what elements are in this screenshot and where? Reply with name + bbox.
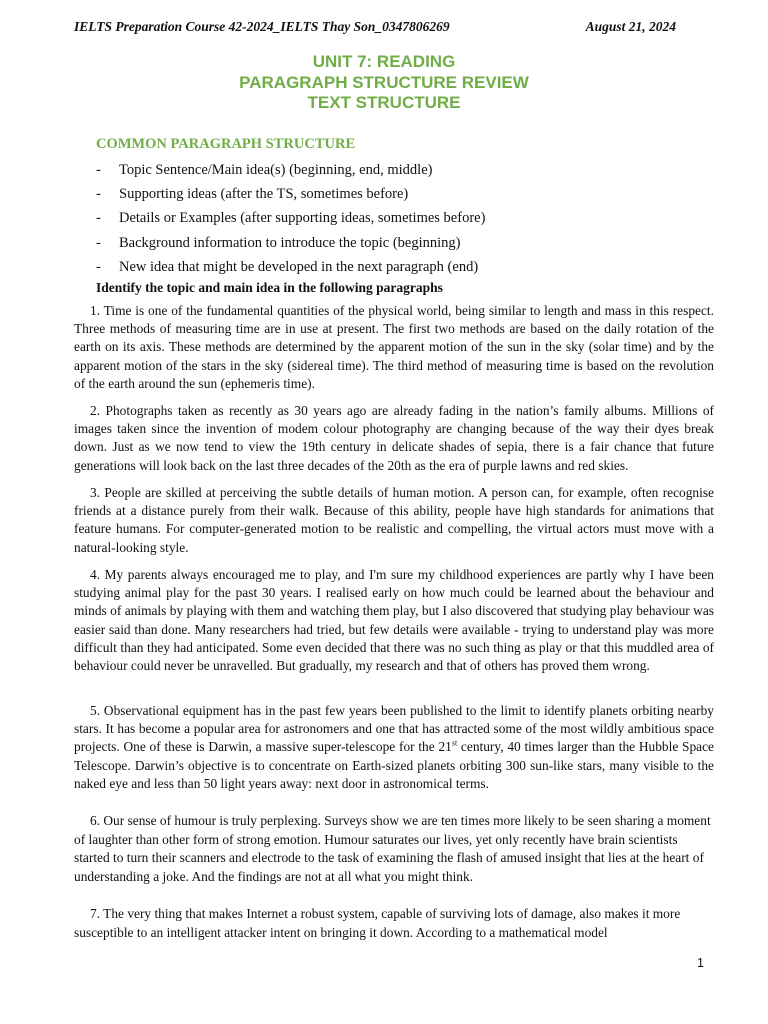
paragraph-structure-list [96,158,485,279]
unit-subtitle-2: TEXT STRUCTURE [307,93,461,112]
bullet-dash: - [96,210,101,227]
list-item-text: Topic Sentence/Main idea(s) (beginning, end, middle) [119,161,433,178]
page-header [74,19,676,35]
list-item [96,158,485,182]
paragraph-5-text-end: century, 40 times larger than the Hubble Space Telescope. Darwin’s objective is to concentrate on Earth-sized planets orbiting 300 sun-like stars, many visible to the naked eye and less than 50 light years away: next door in astronomical terms. [74,739,714,791]
paragraph-4: 4. My parents always encouraged me to play, and I'm sure my childhood experiences are partly why I have been studying animal play for the past 30 years. I realised early on how much could be learned about the behaviour and minds of animals by playing with them and watching them play, but I also discovered that studying play behaviour was easier said than done. Many researchers had tried, but few details were available - trying to understand play was more difficult than they had anticipated. Some even decided that there was no such thing as play or that this muddled area of behaviour could never be unravelled. But gradually, my research and that of others has proved them wrong. [74,567,714,674]
page-number: 1 [697,956,704,970]
header-course-title: IELTS Preparation Course 42-2024_IELTS Thay Son_0347806269 [74,19,450,34]
unit-subtitle: PARAGRAPH STRUCTURE REVIEW [239,72,529,92]
paragraph-6: 6. Our sense of humour is truly perplexing. Surveys show we are ten times more likely to be seen sharing a moment of laughter than other form of strong emotion. Humour saturates our lives, yet only recently have brain scientists started to turn their scanners and electrode to the task of examining the flash of amused insight that lies at the heart of understanding a joke. And the findings are not at all what you might think. [74,813,711,884]
ordinal-suffix: st [451,738,458,748]
header-date: August 21, 2024 [585,19,676,34]
section-heading: COMMON PARAGRAPH STRUCTURE [96,136,356,152]
list-item-text: New idea that might be developed in the next paragraph (end) [119,258,479,275]
paragraph-3: 3. People are skilled at perceiving the subtle details of human motion. A person can, for example, often recognise friends at a distance purely from their walk. Because of this ability, people have high standards for animations that feature humans. For computer-generated motion to be realistic and compelling, the virtual actors must move with a natural-looking style. [74,485,714,555]
list-item [96,255,485,279]
unit-title: UNIT 7: READING [312,52,456,71]
paragraph-5-text-start: 5. Observational equipment has in the past few years been published to the limit to identify planets orbiting nearby stars. It has become a popular area for astronomers and one that has attracted some of the most wildly ambitious space projects. One of these is Darwin, a massive super-telescope for the 21 [74,703,714,755]
unit-title-block [0,52,768,114]
bullet-dash: - [96,185,101,202]
paragraph-1: 1. Time is one of the fundamental quantities of the physical world, being similar to length and mass in this respect. Three methods of measuring time are in use at present. The first two methods are based on the daily rotation of the earth on its axis. These methods are determined by the apparent motion of the sun in the sky (solar time) and by the apparent motion of the stars in the sky (sidereal time). The third method of measuring time is based on the revolution of the earth around the sun (ephemeris time). [74,303,714,391]
bullet-dash: - [96,258,101,275]
paragraph-5 [74,702,714,793]
list-item [96,207,485,231]
exercise-instruction: Identify the topic and main idea in the following paragraphs [96,280,443,295]
bullet-dash: - [96,161,101,178]
paragraph-7: 7. The very thing that makes Internet a robust system, capable of surviving lots of damage, also makes it more susceptible to an intelligent attacker intent on bringing it down. According to a mathematical model [74,906,681,940]
list-item [96,231,485,255]
paragraph-2: 2. Photographs taken as recently as 30 years ago are already fading in the nation’s family albums. Millions of images taken since the invention of modem colour photography are changing because of the way their dyes break down. Just as we now tend to view the 19th century in delicate shades of sepia, there is a fair chance that future generations will look back on the last three decades of the 20th as the era of purple lawns and red skies. [74,403,714,473]
bullet-dash: - [96,234,101,251]
list-item [96,182,485,206]
list-item-text: Background information to introduce the topic (beginning) [119,234,461,251]
list-item-text: Supporting ideas (after the TS, sometimes before) [119,185,409,202]
list-item-text: Details or Examples (after supporting ideas, sometimes before) [119,210,486,227]
